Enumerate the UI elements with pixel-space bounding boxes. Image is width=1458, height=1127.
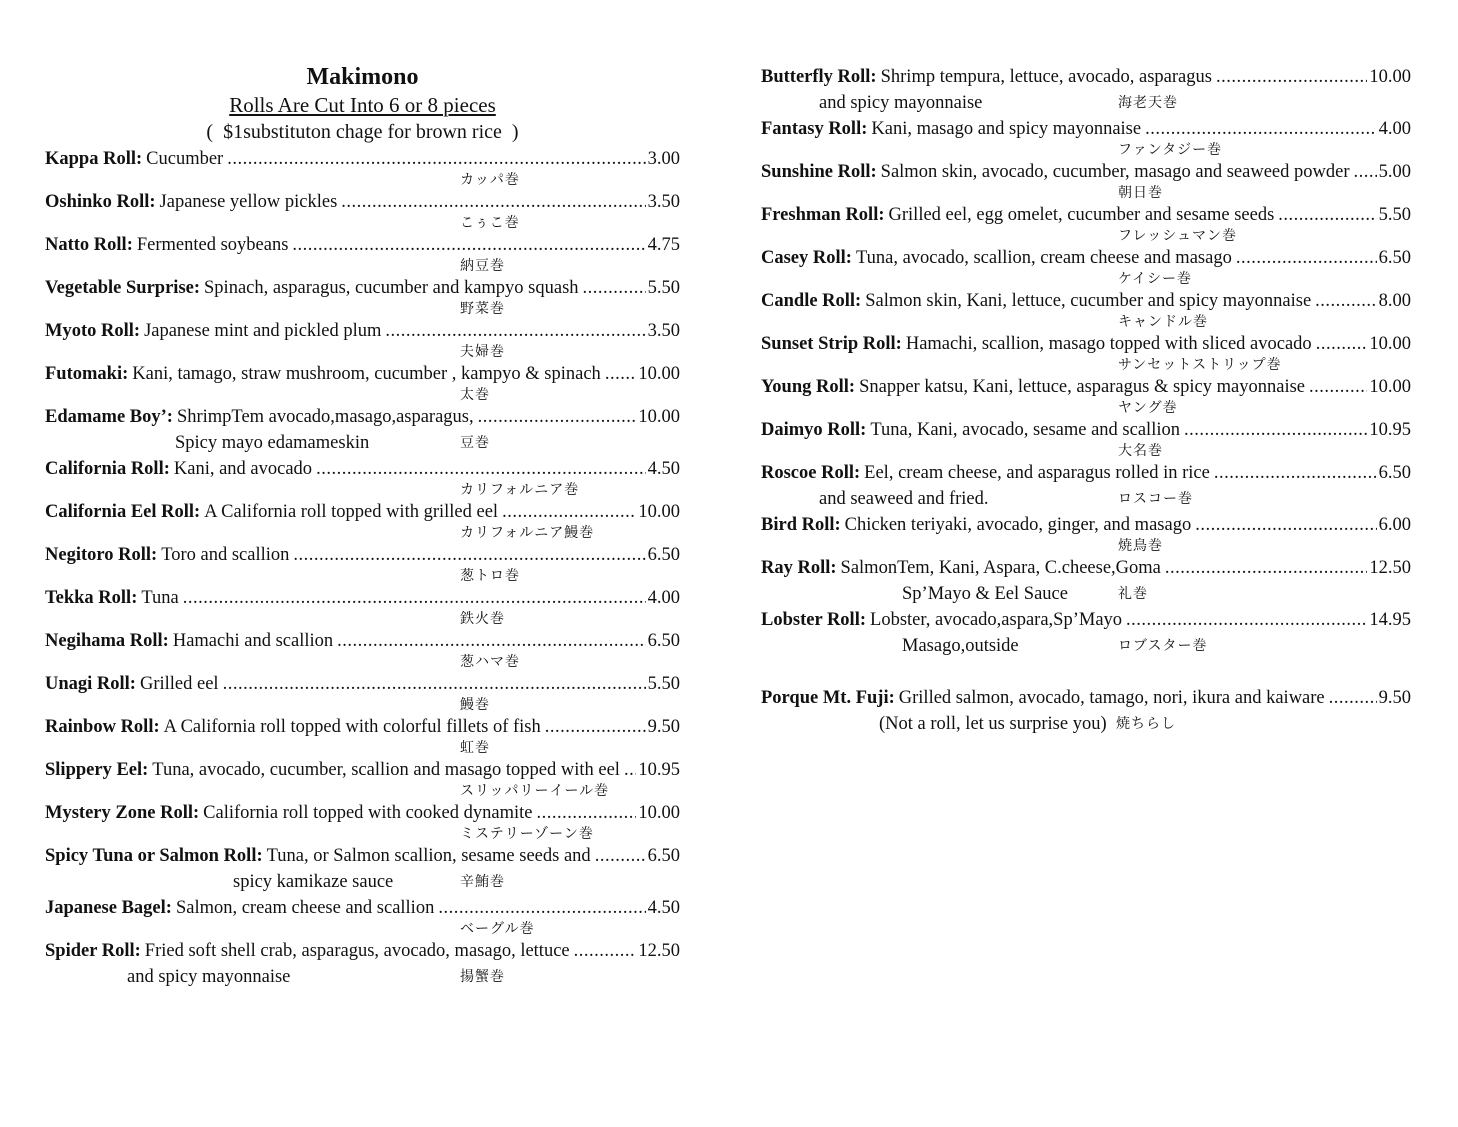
menu-item-name: Fantasy Roll: bbox=[761, 119, 868, 139]
menu-item-leader bbox=[341, 189, 645, 215]
menu-item-second-line bbox=[45, 525, 680, 542]
menu-item-description: Eel, cream cheese, and asparagus rolled in rice bbox=[864, 463, 1210, 483]
menu-item-japanese-name: 揚蟹巻 bbox=[460, 969, 505, 985]
menu-item-name: Spicy Tuna or Salmon Roll: bbox=[45, 846, 263, 866]
menu-item-description: California roll topped with cooked dynamite bbox=[203, 803, 533, 823]
menu-item-leader bbox=[1195, 512, 1376, 538]
menu-item-japanese-name: カリフォルニア鰻巻 bbox=[460, 525, 595, 541]
menu-item-price: 4.00 bbox=[647, 588, 680, 608]
menu-item-description: Fermented soybeans bbox=[136, 235, 289, 255]
menu-item-description: Salmon skin, avocado, cucumber, masago and seaweed powder bbox=[880, 162, 1350, 182]
menu-item-main-line bbox=[45, 499, 680, 525]
menu-item-price: 5.50 bbox=[647, 674, 680, 694]
menu-item-leader bbox=[574, 938, 637, 964]
menu-item-description: A California roll topped with colorful fillets of fish bbox=[163, 717, 541, 737]
menu-item-main-line bbox=[45, 146, 680, 172]
menu-item-price: 4.00 bbox=[1378, 119, 1411, 139]
menu-item-description-continued: and seaweed and fried. bbox=[819, 489, 989, 509]
menu-item-second-line bbox=[761, 711, 1411, 737]
menu-item-second-line bbox=[761, 357, 1411, 374]
menu-item-price: 3.00 bbox=[647, 149, 680, 169]
menu-item-name: Unagi Roll: bbox=[45, 674, 136, 694]
menu-item-leader bbox=[624, 757, 636, 783]
menu-item-main-line bbox=[45, 757, 680, 783]
menu-item-japanese-name: 納豆巻 bbox=[460, 258, 505, 274]
menu-item bbox=[45, 671, 680, 714]
menu-item-japanese-name: 大名巻 bbox=[1118, 443, 1163, 459]
menu-item-japanese-name: キャンドル巻 bbox=[1118, 314, 1208, 330]
menu-item-price: 4.75 bbox=[647, 235, 680, 255]
menu-item-leader bbox=[1316, 331, 1368, 357]
left-item-list bbox=[45, 146, 680, 990]
menu-item bbox=[761, 159, 1411, 202]
menu-header bbox=[45, 62, 680, 146]
menu-item-main-line bbox=[761, 331, 1411, 357]
menu-item-description: Kani, masago and spicy mayonnaise bbox=[871, 119, 1142, 139]
menu-item bbox=[761, 202, 1411, 245]
menu-item-name: Spider Roll: bbox=[45, 941, 141, 961]
menu-item-price: 5.50 bbox=[647, 278, 680, 298]
menu-item-name: Edamame Boy’: bbox=[45, 407, 173, 427]
menu-item-japanese-name: 葱トロ巻 bbox=[460, 568, 520, 584]
menu-note: ( $1substituton chage for brown rice ) bbox=[206, 121, 519, 143]
menu-item-description-continued: Spicy mayo edamameskin bbox=[175, 433, 370, 453]
menu-item-name: Young Roll: bbox=[761, 377, 856, 397]
menu-item bbox=[45, 757, 680, 800]
menu-item bbox=[45, 275, 680, 318]
menu-item-main-line bbox=[45, 232, 680, 258]
menu-item-japanese-name: 辛鮪巻 bbox=[460, 874, 505, 890]
menu-title: Makimono bbox=[306, 64, 419, 90]
menu-item-leader bbox=[595, 843, 646, 869]
menu-item-main-line bbox=[45, 843, 680, 869]
menu-item-name: California Eel Roll: bbox=[45, 502, 201, 522]
menu-item-main-line bbox=[761, 245, 1411, 271]
menu-item-main-line bbox=[761, 555, 1411, 581]
menu-item-leader bbox=[183, 585, 646, 611]
menu-item-japanese-name: 豆巻 bbox=[460, 435, 490, 451]
menu-item-description-continued: spicy kamikaze sauce bbox=[233, 872, 394, 892]
menu-item-japanese-name: 鰻巻 bbox=[460, 697, 490, 713]
menu-item-second-line bbox=[45, 697, 680, 714]
menu-item-name: Rainbow Roll: bbox=[45, 717, 160, 737]
menu-item-main-line bbox=[761, 460, 1411, 486]
menu-item-main-line bbox=[761, 374, 1411, 400]
menu-item-second-line bbox=[45, 826, 680, 843]
menu-item-japanese-name: 焼ちらし bbox=[1116, 716, 1176, 732]
menu-item-description: Toro and scallion bbox=[161, 545, 290, 565]
menu-item-japanese-name: サンセットストリップ巻 bbox=[1118, 357, 1282, 373]
menu-item-price: 6.50 bbox=[647, 545, 680, 565]
menu-item bbox=[45, 628, 680, 671]
menu-item bbox=[45, 714, 680, 757]
menu-item-leader bbox=[316, 456, 646, 482]
menu-item-second-line bbox=[761, 271, 1411, 288]
menu-item-description: Hamachi, scallion, masago topped with sliced avocado bbox=[905, 334, 1312, 354]
menu-item-second-line bbox=[45, 172, 680, 189]
menu-item-japanese-name: 鉄火巻 bbox=[460, 611, 505, 627]
menu-item bbox=[45, 800, 680, 843]
menu-item-main-line bbox=[45, 542, 680, 568]
menu-item-japanese-name: カリフォルニア巻 bbox=[460, 482, 580, 498]
menu-item bbox=[45, 585, 680, 628]
menu-item-second-line bbox=[45, 387, 680, 404]
menu-item-japanese-name: 焼鳥巻 bbox=[1118, 538, 1163, 554]
menu-item-name: Natto Roll: bbox=[45, 235, 133, 255]
left-column bbox=[45, 62, 680, 990]
menu-item-description: Lobster, avocado,aspara,Sp’Mayo bbox=[870, 610, 1123, 630]
menu-item-second-line bbox=[761, 142, 1411, 159]
menu-item-main-line bbox=[761, 64, 1411, 90]
menu-item-name: Slippery Eel: bbox=[45, 760, 149, 780]
menu-item-description: Chicken teriyaki, avocado, ginger, and masago bbox=[844, 515, 1192, 535]
menu-item-second-line bbox=[761, 443, 1411, 460]
menu-item-main-line bbox=[761, 607, 1411, 633]
menu-item-description: Snapper katsu, Kani, lettuce, asparagus & spicy mayonnaise bbox=[859, 377, 1306, 397]
menu-item-description: Grilled salmon, avocado, tamago, nori, ikura and kaiware bbox=[898, 688, 1325, 708]
menu-item-second-line bbox=[761, 185, 1411, 202]
menu-item bbox=[45, 456, 680, 499]
menu-item-japanese-name: 太巻 bbox=[460, 387, 490, 403]
menu-item-name: Casey Roll: bbox=[761, 248, 852, 268]
menu-item-japanese-name: 夫婦巻 bbox=[460, 344, 505, 360]
menu-item-leader bbox=[1126, 607, 1367, 633]
menu-item-name: Daimyo Roll: bbox=[761, 420, 867, 440]
menu-item-description: Kani, tamago, straw mushroom, cucumber , kampyo & spinach bbox=[132, 364, 601, 384]
menu-subtitle: Rolls Are Cut Into 6 or 8 pieces bbox=[229, 93, 496, 117]
menu-item-name: Lobster Roll: bbox=[761, 610, 867, 630]
menu-item-description-continued: Sp’Mayo & Eel Sauce bbox=[902, 584, 1068, 604]
menu-item-price: 12.50 bbox=[1369, 558, 1411, 578]
menu-item-description: Tuna bbox=[141, 588, 179, 608]
menu-item-price: 6.50 bbox=[647, 631, 680, 651]
menu-item-leader bbox=[502, 499, 636, 525]
menu-item bbox=[761, 331, 1411, 374]
menu-item bbox=[45, 938, 680, 990]
menu-item-price: 10.00 bbox=[638, 502, 680, 522]
menu-item-leader bbox=[583, 275, 646, 301]
menu-item-main-line bbox=[761, 685, 1411, 711]
menu-item-name: California Roll: bbox=[45, 459, 170, 479]
menu-item-price: 10.00 bbox=[638, 407, 680, 427]
menu-item-description: Grilled eel bbox=[139, 674, 219, 694]
menu-item-japanese-name: 葱ハマ巻 bbox=[460, 654, 520, 670]
menu-item-leader bbox=[1184, 417, 1367, 443]
menu-item-description: Salmon skin, Kani, lettuce, cucumber and spicy mayonnaise bbox=[865, 291, 1312, 311]
right-column bbox=[761, 64, 1411, 737]
menu-item-second-line bbox=[761, 486, 1411, 512]
menu-item bbox=[45, 843, 680, 895]
menu-item-japanese-name: 海老天巻 bbox=[1118, 95, 1178, 111]
menu-item-name: Negihama Roll: bbox=[45, 631, 169, 651]
menu-item-price: 6.50 bbox=[1378, 248, 1411, 268]
menu-item-second-line bbox=[45, 740, 680, 757]
menu-item-japanese-name: 野菜巻 bbox=[460, 301, 505, 317]
menu-item-main-line bbox=[45, 318, 680, 344]
menu-item-description: A California roll topped with grilled eel bbox=[204, 502, 499, 522]
menu-item-description: Japanese yellow pickles bbox=[159, 192, 338, 212]
menu-item-price: 5.00 bbox=[1378, 162, 1411, 182]
menu-item-leader bbox=[1309, 374, 1367, 400]
menu-item-name: Bird Roll: bbox=[761, 515, 841, 535]
menu-item-price: 10.00 bbox=[638, 803, 680, 823]
menu-item-leader bbox=[478, 404, 637, 430]
menu-item bbox=[45, 499, 680, 542]
menu-item-leader bbox=[1315, 288, 1376, 314]
menu-item-leader bbox=[1353, 159, 1376, 185]
menu-item bbox=[45, 232, 680, 275]
menu-item-second-line bbox=[45, 611, 680, 628]
menu-item-name: Sunset Strip Roll: bbox=[761, 334, 902, 354]
menu-item-price: 10.00 bbox=[638, 364, 680, 384]
menu-item-main-line bbox=[45, 628, 680, 654]
menu-item-leader bbox=[1145, 116, 1377, 142]
menu-item-name: Butterfly Roll: bbox=[761, 67, 877, 87]
menu-item-japanese-name: こぅこ巻 bbox=[460, 215, 520, 231]
menu-item-leader bbox=[536, 800, 636, 826]
menu-item-price: 4.50 bbox=[647, 898, 680, 918]
menu-item-price: 14.95 bbox=[1369, 610, 1411, 630]
menu-item-second-line bbox=[45, 344, 680, 361]
menu-item-leader bbox=[1165, 555, 1368, 581]
menu-item-price: 10.00 bbox=[1369, 334, 1411, 354]
menu-item-description: Cucumber bbox=[146, 149, 224, 169]
menu-item-description: Hamachi and scallion bbox=[172, 631, 334, 651]
menu-item-description: Japanese mint and pickled plum bbox=[144, 321, 382, 341]
menu-item-description: Tuna, avocado, scallion, cream cheese and masago bbox=[855, 248, 1232, 268]
menu-item-second-line bbox=[45, 654, 680, 671]
menu-item-main-line bbox=[761, 512, 1411, 538]
menu-item-leader bbox=[293, 542, 645, 568]
menu-item bbox=[45, 146, 680, 189]
menu-item bbox=[761, 245, 1411, 288]
menu-item-main-line bbox=[45, 714, 680, 740]
menu-item-main-line bbox=[761, 202, 1411, 228]
menu-item-main-line bbox=[45, 671, 680, 697]
menu-item-main-line bbox=[45, 456, 680, 482]
menu-item bbox=[761, 685, 1411, 737]
menu-item-japanese-name: 礼巻 bbox=[1118, 586, 1148, 602]
menu-item-leader bbox=[605, 361, 637, 387]
menu-item bbox=[45, 404, 680, 456]
menu-item-description: Tuna, Kani, avocado, sesame and scallion bbox=[870, 420, 1180, 440]
menu-item-leader bbox=[292, 232, 645, 258]
menu-item-japanese-name: 虹巻 bbox=[460, 740, 490, 756]
menu-item-second-line bbox=[45, 482, 680, 499]
menu-item-name: Ray Roll: bbox=[761, 558, 837, 578]
menu-item-price: 8.00 bbox=[1378, 291, 1411, 311]
menu-item bbox=[45, 361, 680, 404]
menu-item-main-line bbox=[45, 585, 680, 611]
menu-item-name: Kappa Roll: bbox=[45, 149, 143, 169]
menu-item-description: Spinach, asparagus, cucumber and kampyo squash bbox=[204, 278, 579, 298]
menu-item-name: Futomaki: bbox=[45, 364, 129, 384]
menu-item-second-line bbox=[45, 921, 680, 938]
menu-item-leader bbox=[227, 146, 645, 172]
menu-item-description: Kani, and avocado bbox=[173, 459, 313, 479]
menu-item-price: 10.00 bbox=[1369, 67, 1411, 87]
menu-item-second-line bbox=[45, 215, 680, 232]
menu-item-price: 10.95 bbox=[638, 760, 680, 780]
menu-item-main-line bbox=[45, 938, 680, 964]
menu-item-price: 4.50 bbox=[647, 459, 680, 479]
menu-item-main-line bbox=[45, 800, 680, 826]
menu-item-description: Grilled eel, egg omelet, cucumber and sesame seeds bbox=[888, 205, 1275, 225]
menu-item-price: 6.50 bbox=[1378, 463, 1411, 483]
menu-item bbox=[45, 318, 680, 361]
menu-item-price: 5.50 bbox=[1378, 205, 1411, 225]
menu-item-second-line bbox=[761, 228, 1411, 245]
menu-item-main-line bbox=[761, 159, 1411, 185]
menu-item-main-line bbox=[761, 288, 1411, 314]
menu-item-main-line bbox=[761, 116, 1411, 142]
menu-item bbox=[761, 512, 1411, 555]
menu-item-name: Myoto Roll: bbox=[45, 321, 141, 341]
menu-item-price: 3.50 bbox=[647, 321, 680, 341]
menu-item bbox=[761, 460, 1411, 512]
menu-item-description: SalmonTem, Kani, Aspara, C.cheese,Goma bbox=[840, 558, 1161, 578]
menu-item-name: Mystery Zone Roll: bbox=[45, 803, 200, 823]
menu-item-leader bbox=[438, 895, 645, 921]
menu-item-price: 10.95 bbox=[1369, 420, 1411, 440]
menu-item bbox=[761, 417, 1411, 460]
menu-item-japanese-name: ロスコー巻 bbox=[1118, 491, 1193, 507]
menu-item-second-line bbox=[761, 90, 1411, 116]
menu-item bbox=[45, 895, 680, 938]
spacer bbox=[761, 659, 1411, 685]
menu-item-second-line bbox=[761, 538, 1411, 555]
menu-item-name: Freshman Roll: bbox=[761, 205, 885, 225]
menu-item-description: Salmon, cream cheese and scallion bbox=[175, 898, 435, 918]
menu-item-name: Oshinko Roll: bbox=[45, 192, 156, 212]
menu-item bbox=[45, 189, 680, 232]
menu-item-japanese-name: ミステリーゾーン巻 bbox=[460, 826, 594, 842]
menu-item-price: 3.50 bbox=[647, 192, 680, 212]
menu-item-description: Tuna, or Salmon scallion, sesame seeds and bbox=[266, 846, 591, 866]
menu-item-leader bbox=[545, 714, 646, 740]
menu-item-japanese-name: ベーグル巻 bbox=[460, 921, 535, 937]
menu-item bbox=[761, 288, 1411, 331]
menu-item-price: 12.50 bbox=[638, 941, 680, 961]
menu-item bbox=[761, 374, 1411, 417]
menu-item-leader bbox=[1278, 202, 1376, 228]
menu-item-description-continued: and spicy mayonnaise bbox=[127, 967, 291, 987]
menu-item-name: Japanese Bagel: bbox=[45, 898, 172, 918]
menu-item-description: Tuna, avocado, cucumber, scallion and masago topped with eel bbox=[152, 760, 620, 780]
menu-item-leader bbox=[337, 628, 646, 654]
menu-item-japanese-name: ロブスター巻 bbox=[1118, 638, 1208, 654]
menu-item-name: Tekka Roll: bbox=[45, 588, 138, 608]
menu-item-description: Shrimp tempura, lettuce, avocado, asparagus bbox=[880, 67, 1212, 87]
menu-item-price: 9.50 bbox=[647, 717, 680, 737]
menu-item bbox=[761, 555, 1411, 607]
menu-item-second-line bbox=[761, 581, 1411, 607]
menu-item-japanese-name: ケイシー巻 bbox=[1118, 271, 1193, 287]
menu-item-japanese-name: スリッパリーイール巻 bbox=[460, 783, 610, 799]
menu-item-main-line bbox=[45, 189, 680, 215]
menu-item-leader bbox=[1214, 460, 1377, 486]
menu-item-japanese-name: ファンタジー巻 bbox=[1118, 142, 1223, 158]
menu-item-japanese-name: カッパ巻 bbox=[460, 172, 520, 188]
menu-item-description: Fried soft shell crab, asparagus, avocado, masago, lettuce bbox=[144, 941, 570, 961]
menu-item-name: Candle Roll: bbox=[761, 291, 862, 311]
menu-item-main-line bbox=[45, 275, 680, 301]
menu-item-japanese-name: フレッシュマン巻 bbox=[1118, 228, 1238, 244]
menu-item-name: Vegetable Surprise: bbox=[45, 278, 201, 298]
menu-item-leader bbox=[385, 318, 645, 344]
menu-item-price: 10.00 bbox=[1369, 377, 1411, 397]
menu-item bbox=[761, 607, 1411, 659]
right-item-list bbox=[761, 64, 1411, 737]
menu-item-second-line bbox=[761, 633, 1411, 659]
menu-item-leader bbox=[1329, 685, 1377, 711]
menu-item bbox=[45, 542, 680, 585]
menu-item-name: Porque Mt. Fuji: bbox=[761, 688, 895, 708]
menu-item-price: 6.50 bbox=[647, 846, 680, 866]
menu-item-leader bbox=[1236, 245, 1377, 271]
menu-item-second-line bbox=[45, 430, 680, 456]
menu-item-second-line bbox=[761, 314, 1411, 331]
menu-item-name: Roscoe Roll: bbox=[761, 463, 861, 483]
menu-item-description-continued: and spicy mayonnaise bbox=[819, 93, 983, 113]
menu-item-leader bbox=[223, 671, 646, 697]
menu-item-description-continued: (Not a roll, let us surprise you) bbox=[879, 714, 1107, 734]
menu-item-name: Sunshine Roll: bbox=[761, 162, 877, 182]
menu-item-second-line bbox=[45, 964, 680, 990]
menu-item-main-line bbox=[45, 361, 680, 387]
menu-item-second-line bbox=[761, 400, 1411, 417]
menu-item-second-line bbox=[45, 783, 680, 800]
menu-item-second-line bbox=[45, 258, 680, 275]
menu-item-second-line bbox=[45, 869, 680, 895]
menu-item-price: 6.00 bbox=[1378, 515, 1411, 535]
menu-item-description-continued: Masago,outside bbox=[902, 636, 1019, 656]
menu-item-price: 9.50 bbox=[1378, 688, 1411, 708]
menu-item-japanese-name: ヤング巻 bbox=[1118, 400, 1178, 416]
menu-item-leader bbox=[1216, 64, 1367, 90]
menu-item-second-line bbox=[45, 301, 680, 318]
menu-item-second-line bbox=[45, 568, 680, 585]
menu-item bbox=[761, 64, 1411, 116]
menu-item-main-line bbox=[45, 404, 680, 430]
menu-item-description: ShrimpTem avocado,masago,asparagus, bbox=[176, 407, 474, 427]
menu-item bbox=[761, 116, 1411, 159]
menu-item-japanese-name: 朝日巻 bbox=[1118, 185, 1163, 201]
menu-item-main-line bbox=[45, 895, 680, 921]
menu-item-main-line bbox=[761, 417, 1411, 443]
menu-item-name: Negitoro Roll: bbox=[45, 545, 158, 565]
